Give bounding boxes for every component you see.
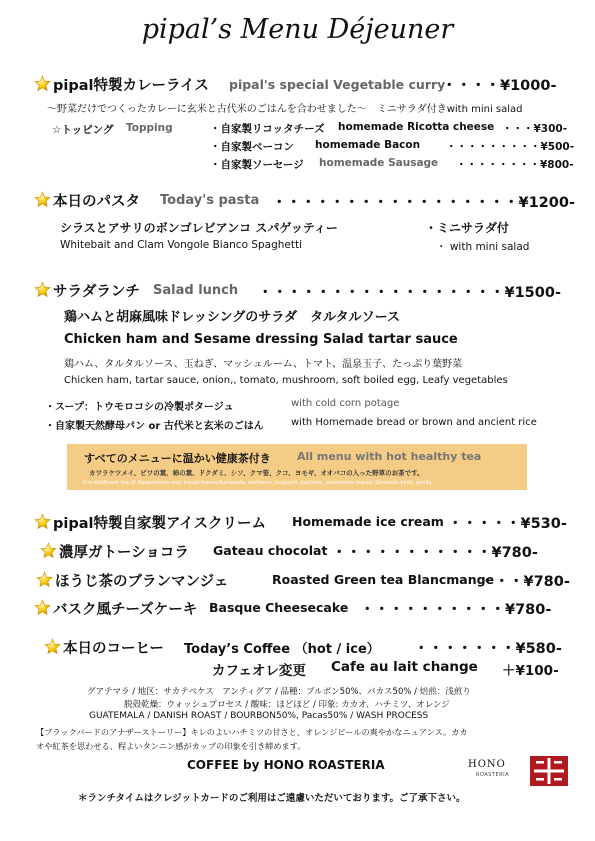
salad-heading [34, 280, 140, 301]
soup-en: with cold corn potage [291, 398, 400, 409]
salad-price: ・・・・・・・・・・・・・・・・・¥1500- [258, 285, 561, 301]
tea-line1-ja: すべてのメニューに温かい健康茶付き [84, 452, 271, 465]
coffee-story-2: オや紅茶を思わせる、程よいタンニン感がカップの印象を引き締めます。 [36, 741, 306, 751]
roaster-credit: COFFEE by HONO ROASTERIA [187, 758, 385, 772]
page-title: pipal’s Menu Déjeuner [141, 14, 454, 45]
topping-label-en: Topping [126, 122, 173, 134]
star-icon [40, 542, 57, 559]
coffee-heading [44, 637, 164, 658]
dessert-name-en: Homemade ice cream [292, 514, 444, 529]
soup-ja: ・スープ：トウモロコシの冷製ポタージュ [45, 402, 234, 413]
salad-dish-en: Chicken ham and Sesame dressing Salad tartar sauce [64, 332, 458, 347]
dessert-name: バスク風チーズケーキ [53, 602, 198, 618]
salad-ingredients-en: Chicken ham, tartar sauce, onion,, tomato, mushroom, soft boiled egg, Leafy vegetables [64, 375, 508, 386]
coffee-story-1: 【ブラックバードのアナザーストーリー】キレのよいハチミツの甘さと、オレンジピールの爽やかなニュアンス。カカ [36, 727, 468, 737]
dessert-name-en: Roasted Green tea Blancmange [272, 572, 495, 587]
curry-heading [34, 74, 209, 95]
pasta-dish: シラスとアサリのボンゴレビアンコ スパゲッティー [60, 221, 338, 235]
coffee-name-en: Today’s Coffee （hot / ice） [184, 642, 380, 657]
coffee-price: ・・・・・・・¥580- [414, 641, 562, 657]
dessert-name: 濃厚ガトーショコラ [59, 545, 189, 561]
dessert-name: ほうじ茶のブランマンジェ [55, 574, 229, 590]
salad-ingredients: 鶏ハム、タルタルソース、玉ねぎ、マッシュルーム、トマト、温泉玉子、たっぷり葉野菜 [64, 359, 463, 370]
topping-item-en: homemade Bacon [315, 139, 421, 151]
curry-price: ・・・・¥1000- [442, 78, 557, 94]
dessert-price: ・・・・・・・・・・¥780- [360, 602, 552, 618]
coffee-name: 本日のコーヒー [63, 641, 164, 657]
pasta-price: ・・・・・・・・・・・・・・・・・¥1200- [272, 195, 575, 211]
star-icon [34, 75, 51, 92]
credit-card-notice: ＊ランチタイムはクレジットカードのご利用はご遠慮いただいております。ご了承下さい。 [78, 793, 466, 804]
star-icon [34, 599, 51, 616]
star-icon [44, 638, 61, 655]
star-icon [34, 191, 51, 208]
coffee-detail-2: 脱殻乾燥：ウォッシュプロセス / 酸味：ほどほど / 印象: カカオ、ハチミツ、オレンジ [124, 700, 450, 710]
salad-dish: 鶏ハムと胡麻風味ドレッシングのサラダ タルタルソース [64, 310, 400, 325]
dessert-name: pipal特製自家製アイスクリーム [53, 516, 267, 532]
topping-item: ・自家製ソーセージ [210, 159, 304, 171]
pasta-name-en: Today's pasta [160, 193, 260, 208]
dessert-name-en: Basque Cheesecake [209, 600, 349, 615]
bread-ja: ・自家製天然酵母パン or 古代米と玄米のごはん [45, 421, 264, 432]
tea-line1-en: All menu with hot healthy tea [297, 450, 482, 463]
topping-item: ・自家製ベーコン [210, 141, 294, 153]
dessert-item [36, 570, 228, 591]
dessert-price: ・・・¥780- [480, 574, 570, 590]
dessert-item [34, 512, 266, 533]
dessert-price: ・・・・・¥530- [448, 516, 567, 532]
tea-banner [67, 444, 527, 490]
pasta-name: 本日のパスタ [53, 194, 140, 210]
roaster-logo-text: HONO [468, 759, 506, 770]
topping-item-en: homemade Ricotta cheese [338, 121, 495, 133]
dessert-price: ・・・・・・・・・・・¥780- [332, 545, 538, 561]
coffee-detail-3: GUATEMALA / DANISH ROAST / BOURBON50%, Pacas50% / WASH PROCESS [89, 711, 429, 721]
cafe-au-lait-en: Cafe au lait change [331, 659, 478, 675]
topping-item-en: homemade Sausage [319, 157, 439, 169]
salad-name-en: Salad lunch [153, 283, 239, 298]
topping-item-price: ・・・¥300- [502, 123, 568, 135]
star-icon [36, 571, 53, 588]
bread-en: with Homemade bread or brown and ancient rice [291, 417, 537, 428]
curry-description: 〜野菜だけでつくったカレーに玄米と古代米のごはんを合わせました〜 ミニサラダ付きwith mini salad [47, 104, 523, 115]
pasta-salad-en: ・ with mini salad [436, 241, 530, 253]
topping-item-price: ・・・・・・・・・¥500- [446, 141, 575, 153]
pasta-dish-en: Whitebait and Clam Vongole Bianco Spaghetti [60, 239, 303, 251]
salad-name: サラダランチ [53, 284, 140, 300]
dessert-item [34, 598, 197, 619]
topping-item: ・自家製リコッタチーズ [210, 123, 325, 135]
curry-name-en: pipal's special Vegetable curry [229, 77, 446, 92]
roaster-logo-subtext: ROASTERIA [476, 772, 509, 778]
dessert-name-en: Gateau chocolat [213, 543, 328, 558]
tea-line3: It is wildflower tea of ,Kawaratetsu mei, loquat leaves,Kumasada, wolfberry, mugwort, psyllium,, persimmon leaves, Domestic birds, perilla, [83, 480, 434, 486]
topping-item-price: ・・・・・・・・¥800- [456, 159, 574, 171]
coffee-detail-1: グアテマラ / 地区：サカテペケス アンティグア / 品種：ブルボン50%、パカス50% / 焙煎：浅煎り [87, 687, 471, 697]
cafe-au-lait-ja: カフェオレ変更 [212, 663, 306, 679]
topping-label: ☆トッピング [52, 124, 114, 136]
hono-logo-icon [530, 756, 568, 786]
tea-line2: カワラケツメイ、ビワの葉、柿の葉、ドクダミ、シソ、クマ笹、クコ、ヨモギ、オオバコの入った野草のお茶です。 [89, 469, 424, 477]
star-icon [34, 513, 51, 530]
pasta-salad: ・ミニサラダ付 [425, 221, 509, 235]
dessert-item [40, 541, 189, 562]
cafe-au-lait-price: ＋¥100- [502, 663, 559, 679]
pasta-heading [34, 190, 140, 211]
star-icon [34, 281, 51, 298]
curry-name: pipal特製カレーライス [53, 78, 209, 94]
